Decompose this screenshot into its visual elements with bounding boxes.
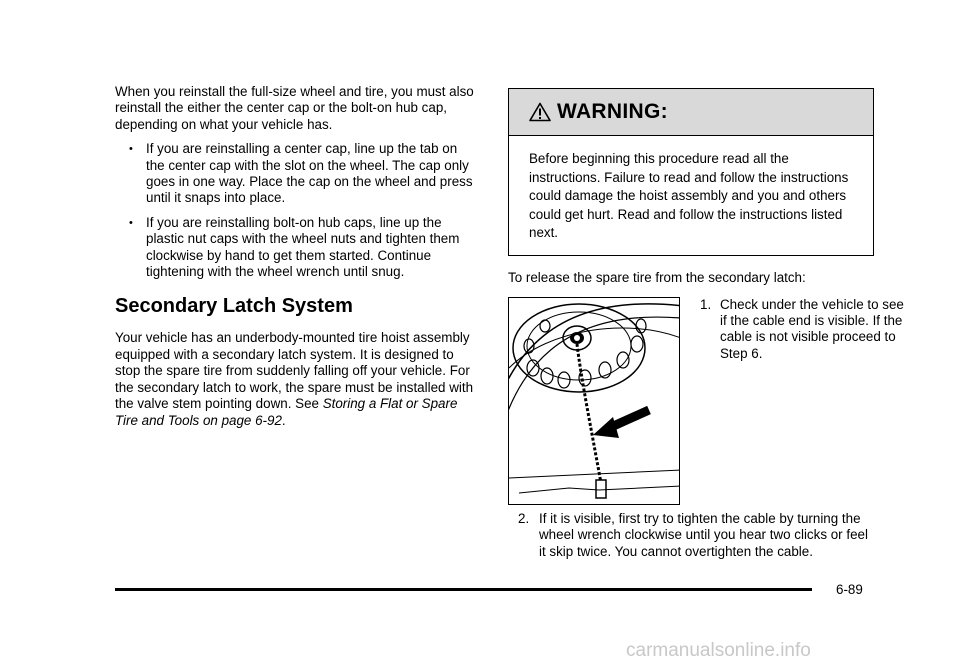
step-number: 1. [700, 296, 712, 312]
step-text: Check under the vehicle to see if the cable end is visible. If the cable is not visible proceed to Step 6. [720, 296, 904, 361]
warning-box [508, 88, 874, 256]
bullet-item: • If you are reinstalling bolt-on hub caps, line up the plastic nut caps with the wheel nuts and tighten them clockwise by hand to get them started. Continue tightening with the wheel wrench until snug. [129, 214, 460, 280]
warning-header [509, 89, 873, 136]
warning-title: WARNING: [557, 100, 668, 123]
spare-tire-illustration [508, 297, 680, 505]
page-number: 6-89 [836, 582, 863, 597]
left-column [115, 84, 477, 429]
bullet-list [115, 141, 477, 280]
bullet-item: • If you are reinstalling a center cap, line up the tab on the center cap with the slot on the wheel. The cap only goes in one way. Place the cap on the wheel and press until it snaps into place. [129, 141, 473, 206]
step-text: If it is visible, first try to tighten the cable by turning the wheel wrench clockwise until you hear two clicks or feel it skip twice. You cannot overtighten the cable. [539, 511, 868, 559]
intro-paragraph: When you reinstall the full-size wheel and tire, you must also reinstall the either the center cap or the bolt-on hub cap, depending on what your vehicle has. [115, 84, 474, 132]
bullet-icon: • [129, 216, 133, 229]
section-heading: Secondary Latch System [115, 295, 353, 318]
bullet-icon: • [129, 143, 133, 156]
step-1 [688, 297, 905, 363]
watermark: carmanualsonline.info [626, 640, 811, 661]
warning-triangle-icon [529, 102, 551, 122]
cross-reference: Storing a Flat or Spare Tire and Tools on page 6-92 [115, 396, 458, 428]
section-body: Your vehicle has an underbody-mounted tire hoist assembly equipped with a secondary latch system. It is designed to stop the spare tire from suddenly falling off your vehicle. For the secondary latch to work, the spare must be installed with the valve stem pointing down. See Storing a Flat or Spare Tire and Tools on page 6-92. [115, 330, 474, 428]
spare-tire-drawing [509, 298, 680, 505]
step-number: 2. [518, 511, 530, 526]
figure-row [508, 296, 904, 507]
footer-rule [115, 588, 812, 591]
step-2 [508, 511, 868, 560]
procedure-intro: To release the spare tire from the secondary latch: [508, 269, 806, 285]
right-column [508, 88, 904, 507]
warning-text: Before beginning this procedure read all the instructions. Failure to read and follow the instructions could damage the hoist assembly and you and others could get hurt. Read and follow the instructions listed next. [529, 151, 849, 240]
